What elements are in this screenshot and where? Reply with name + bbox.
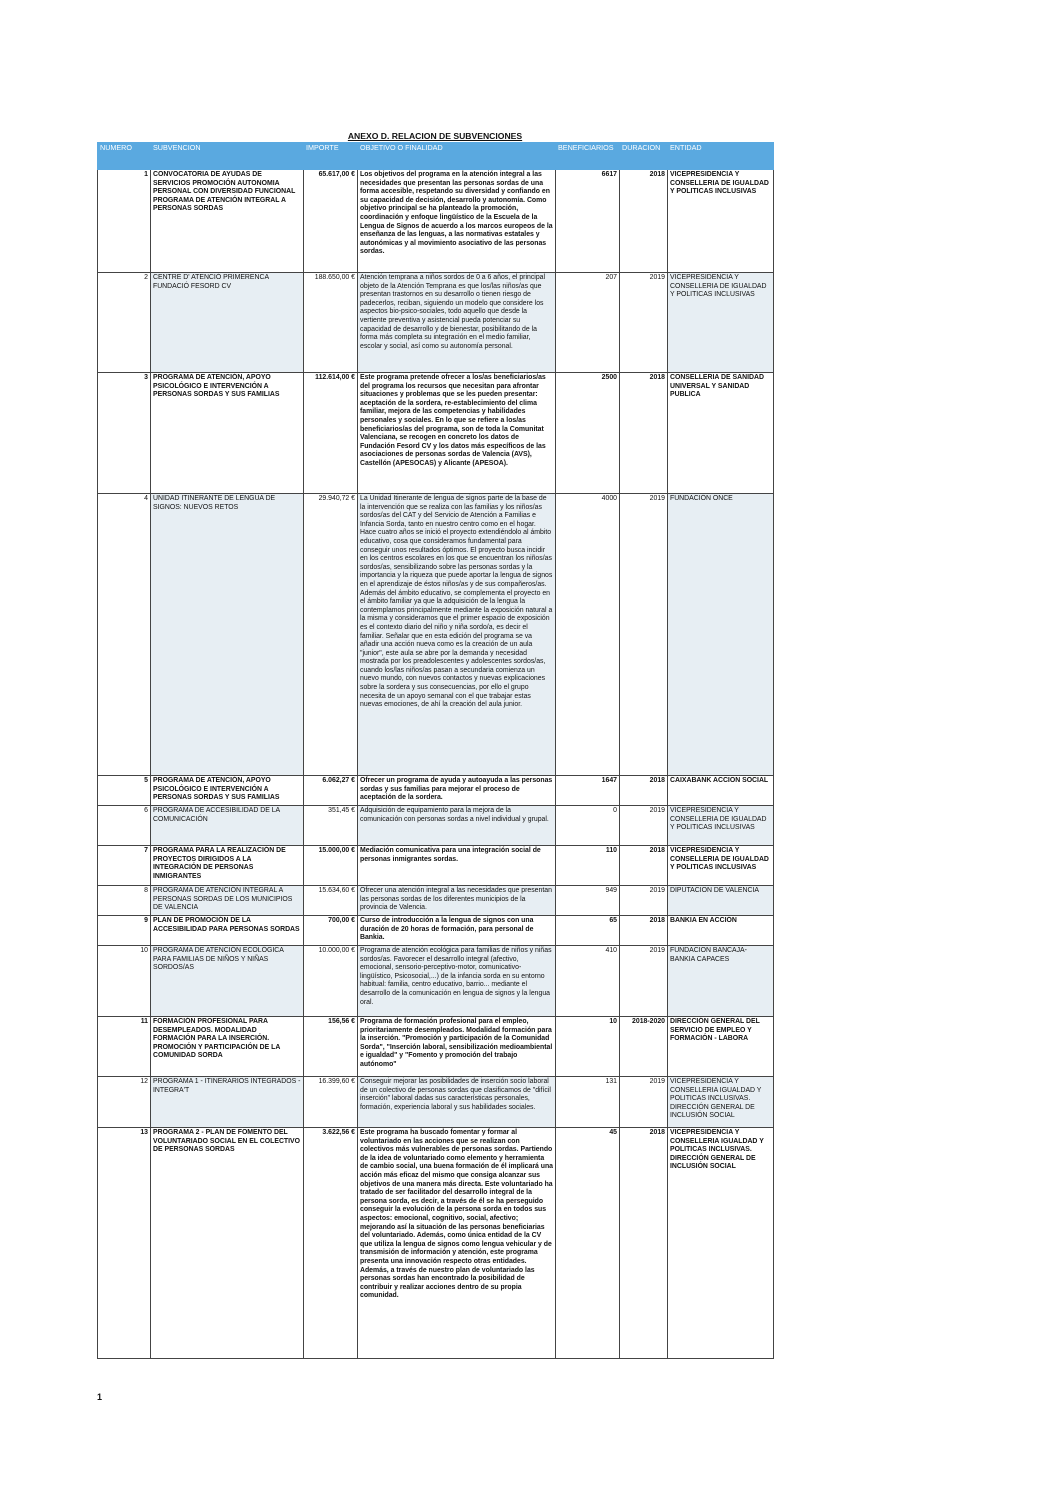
table-row — [98, 1128, 774, 1359]
cell-entidad: VICEPRESIDENCIA Y CONSELLERIA DE IGUALDAD Y POLITICAS INCLUSIVAS — [668, 806, 774, 846]
cell-numero: 7 — [98, 846, 151, 886]
cell-importe: 15.000,00 € — [304, 846, 358, 886]
header-subvencion: SUBVENCION — [151, 143, 304, 170]
cell-objetivo: Este programa pretende ofrecer a los/as beneficiarios/as del programa los recursos que necesitan para afrontar situaciones y problemas que se les pueden presentar: aceptación de la sordera, re-establecimiento del clima familiar, mejora de las competencias y habilidades personales y sociales. En lo que se refiere a los/as beneficiarios/as del programa, son de toda la Comunitat Valenciana, se recogen en concreto los datos de Fundación Fesord CV y los datos más específicos de las asociaciones de personas sordas de Valencia (AVS), Castellón (APESOCAS) y Alicante (APESOA). — [358, 373, 556, 494]
cell-numero: 9 — [98, 916, 151, 946]
table-row — [98, 946, 774, 1017]
cell-beneficiarios: 410 — [556, 946, 620, 1017]
cell-subvencion: PROGRAMA DE ATENCIÓN, APOYO PSICOLÓGICO E INTERVENCIÓN A PERSONAS SORDAS Y SUS FAMILIAS — [151, 373, 304, 494]
cell-subvencion: UNIDAD ITINERANTE DE LENGUA DE SIGNOS: NUEVOS RETOS — [151, 494, 304, 776]
cell-entidad: CONSELLERIA DE SANIDAD UNIVERSAL Y SANIDAD PUBLICA — [668, 373, 774, 494]
cell-importe: 351,45 € — [304, 806, 358, 846]
cell-importe: 700,00 € — [304, 916, 358, 946]
header-entidad: ENTIDAD — [668, 143, 774, 170]
cell-beneficiarios: 10 — [556, 1017, 620, 1077]
cell-subvencion: PROGRAMA DE ACCESIBILIDAD DE LA COMUNICACIÓN — [151, 806, 304, 846]
cell-importe: 188.650,00 € — [304, 273, 358, 373]
cell-importe: 10.000,00 € — [304, 946, 358, 1017]
header-duracion: DURACION — [620, 143, 668, 170]
cell-importe: 3.622,56 € — [304, 1128, 358, 1359]
cell-subvencion: PROGRAMA DE ATENCIÓN, APOYO PSICOLÓGICO E INTERVENCIÓN A PERSONAS SORDAS Y SUS FAMILIAS — [151, 776, 304, 806]
document-title: ANEXO D. RELACION DE SUBVENCIONES — [347, 131, 523, 141]
header-numero: NUMERO — [98, 143, 151, 170]
cell-duracion: 2018 — [620, 1128, 668, 1359]
cell-numero: 5 — [98, 776, 151, 806]
cell-entidad: FUNDACION BANCAJA-BANKIA CAPACES — [668, 946, 774, 1017]
cell-entidad: FUNDACIÓN ONCE — [668, 494, 774, 776]
cell-beneficiarios: 0 — [556, 806, 620, 846]
cell-entidad: VICEPRESIDENCIA Y CONSELLERIA DE IGUALDAD Y POLITICAS INCLUSIVAS — [668, 273, 774, 373]
table-row — [98, 916, 774, 946]
table-row — [98, 273, 774, 373]
cell-subvencion: PROGRAMA 2 - PLAN DE FOMENTO DEL VOLUNTARIADO SOCIAL EN EL COLECTIVO DE PERSONAS SORDAS — [151, 1128, 304, 1359]
cell-duracion: 2018-2020 — [620, 1017, 668, 1077]
cell-entidad: VICEPRESIDENCIA Y CONSELLERIA IGUALDAD Y POLITICAS INCLUSIVAS. DIRECCIÓN GENERAL DE INCLUSIÓN SOCIAL — [668, 1128, 774, 1359]
table-header-row — [98, 143, 774, 170]
cell-entidad: VICEPRESIDENCIA Y CONSELLERIA DE IGUALDAD Y POLITICAS INCLUSIVAS — [668, 846, 774, 886]
cell-duracion: 2018 — [620, 916, 668, 946]
cell-objetivo: Los objetivos del programa en la atención integral a las necesidades que presentan las personas sordas de una forma accesible, respetando su diversidad y confiando en su capacidad de decisión, desarrollo y autonomía. Como objetivo principal se ha planteado la promoción, coordinación y enfoque lingüístico de la Escuela de la Lengua de Signos de acuerdo a los marcos europeos de la enseñanza de las lenguas, a las normativas estatales y autonómicas y al movimiento asociativo de las personas sordas. — [358, 170, 556, 273]
cell-beneficiarios: 6617 — [556, 170, 620, 273]
cell-numero: 11 — [98, 1017, 151, 1077]
table-row — [98, 373, 774, 494]
cell-objetivo: Programa de atención ecológica para familias de niños y niñas sordos/as. Favorecer el desarrollo integral (afectivo, emocional, sensorio-perceptivo-motor, comunicativo-lingüístico, Psicosocial,...) de la infancia sorda en su entorno habitual: familia, centro educativo, barrio... mediante el desarrollo de la comunicación en lengua de signos y la lengua oral. — [358, 946, 556, 1017]
cell-objetivo: Este programa ha buscado fomentar y formar al voluntariado en las acciones que se realizan con colectivos más vulnerables de personas sordas. Partiendo de la idea de voluntariado como elemento y herramienta de cambio social, una buena formación de él implicará una acción más eficaz del mismo que consiga alcanzar sus objetivos de una manera más directa. Este voluntariado ha tratado de ser facilitador del desarrollo integral de la persona sorda, es decir, a través de él se ha perseguido conseguir la evolución de la persona sorda en todos sus aspectos: emocional, cognitivo, social, afectivo; mejorando así la situación de las personas beneficiarias del voluntariado. Además, como única entidad de la CV que utiliza la lengua de signos como lengua vehicular y de transmisión de información y atención, este programa presenta una innovación respecto otras entidades. Además, a través de nuestro plan de voluntariado las personas sordas han encontrado la posibilidad de contribuir y realizar acciones dentro de su propia comunidad. — [358, 1128, 556, 1359]
cell-beneficiarios: 131 — [556, 1077, 620, 1128]
cell-objetivo: Curso de introducción a la lengua de signos con una duración de 20 horas de formación, para personal de Bankia. — [358, 916, 556, 946]
cell-duracion: 2019 — [620, 494, 668, 776]
header-beneficiarios: BENEFICIARIOS — [556, 143, 620, 170]
table-row — [98, 846, 774, 886]
table-row — [98, 494, 774, 776]
cell-beneficiarios: 1647 — [556, 776, 620, 806]
cell-numero: 12 — [98, 1077, 151, 1128]
header-importe: IMPORTE — [304, 143, 358, 170]
cell-beneficiarios: 207 — [556, 273, 620, 373]
cell-entidad: DIPUTACION DE VALENCIA — [668, 886, 774, 916]
cell-subvencion: PROGRAMA PARA LA REALIZACIÓN DE PROYECTOS DIRIGIDOS A LA INTEGRACIÓN DE PERSONAS INMIGRANTES — [151, 846, 304, 886]
cell-duracion: 2018 — [620, 776, 668, 806]
cell-beneficiarios: 65 — [556, 916, 620, 946]
cell-entidad: VICEPRESIDENCIA Y CONSELLERIA IGUALDAD Y POLITICAS INCLUSIVAS. DIRECCIÓN GENERAL DE INCLUSIÓN SOCIAL — [668, 1077, 774, 1128]
table-row — [98, 1077, 774, 1128]
cell-importe: 112.614,00 € — [304, 373, 358, 494]
cell-importe: 6.062,27 € — [304, 776, 358, 806]
cell-subvencion: PROGRAMA 1 - ITINERARIOS INTEGRADOS - INTEGRA'T — [151, 1077, 304, 1128]
cell-beneficiarios: 110 — [556, 846, 620, 886]
cell-beneficiarios: 4000 — [556, 494, 620, 776]
subsidies-table — [97, 142, 774, 1359]
cell-duracion: 2019 — [620, 273, 668, 373]
cell-beneficiarios: 45 — [556, 1128, 620, 1359]
cell-duracion: 2019 — [620, 806, 668, 846]
cell-importe: 16.399,60 € — [304, 1077, 358, 1128]
cell-objetivo: Atención temprana a niños sordos de 0 a 6 años, el principal objeto de la Atención Temprana es que los/las niños/as que presentan trastornos en su desarrollo o tienen riesgo de padecerlos, reciban, siguiendo un modelo que considere los aspectos bio-psico-sociales, todo aquello que desde la vertiente preventiva y asistencial pueda potenciar su capacidad de desarrollo y de bienestar, posibilitando de la forma más completa su integración en el medio familiar, escolar y social, así como su autonomía personal. — [358, 273, 556, 373]
cell-duracion: 2019 — [620, 886, 668, 916]
cell-beneficiarios: 2500 — [556, 373, 620, 494]
cell-subvencion: PROGRAMA DE ATENCIÓN ECOLÓGICA PARA FAMILIAS DE NIÑOS Y NIÑAS SORDOS/AS — [151, 946, 304, 1017]
table-row — [98, 776, 774, 806]
cell-subvencion: FORMACIÓN PROFESIONAL PARA DESEMPLEADOS. MODALIDAD FORMACIÓN PARA LA INSERCIÓN. PROMOCIÓN Y PARTICIPACIÓN DE LA COMUNIDAD SORDA — [151, 1017, 304, 1077]
cell-duracion: 2018 — [620, 846, 668, 886]
cell-importe: 29.940,72 € — [304, 494, 358, 776]
cell-subvencion: PLAN DE PROMOCIÓN DE LA ACCESIBILIDAD PARA PERSONAS SORDAS — [151, 916, 304, 946]
cell-duracion: 2018 — [620, 170, 668, 273]
cell-entidad: VICEPRESIDENCIA Y CONSELLERIA DE IGUALDAD Y POLITICAS INCLUSIVAS — [668, 170, 774, 273]
cell-objetivo: La Unidad Itinerante de lengua de signos parte de la base de la intervención que se realiza con las familias y los niños/as sordos/as del CAT y del Servicio de Atención a Familias e Infancia Sorda, tanto en nuestro centro como en el hogar. Hace cuatro años se inició el proyecto extendiéndolo al ámbito educativo, cosa que consideramos fundamental para conseguir unos resultados óptimos. El proyecto busca incidir en los centros escolares en los que se encuentran los niños/as sordos/as, sensibilizando sobre las personas sordas y la importancia y la riqueza que puede aportar la lengua de signos en el aprendizaje de éstos niños/as y de sus compañeros/as. Además del ámbito educativo, se complementa el proyecto en el ámbito familiar ya que la adquisición de la lengua la contemplamos principalmente mediante la exposición natural a la misma y consideramos que el primer espacio de exposición es el contexto diario del niño y niña sordo/a, es decir el familiar. Señalar que en esta edición del programa se va añadir una acción nueva como es la creación de un aula "junior", este aula se abre por la demanda y necesidad mostrada por los preadolescentes y adolescentes sordos/as, cuando los/las niños/as pasan a secundaria comienza un nuevo mundo, con nuevos contactos y nuevas explicaciones sobre la sordera y sus consecuencias, por ello el grupo necesita de un apoyo semanal con el que trabajar estas nuevas emociones, de ahí la creación del aula junior. — [358, 494, 556, 776]
cell-duracion: 2019 — [620, 946, 668, 1017]
cell-entidad: DIRECCIÓN GENERAL DEL SERVICIO DE EMPLEO Y FORMACIÓN - LABORA — [668, 1017, 774, 1077]
cell-importe: 156,56 € — [304, 1017, 358, 1077]
cell-numero: 6 — [98, 806, 151, 846]
cell-importe: 65.617,00 € — [304, 170, 358, 273]
cell-duracion: 2019 — [620, 1077, 668, 1128]
cell-numero: 3 — [98, 373, 151, 494]
table-row — [98, 1017, 774, 1077]
cell-beneficiarios: 949 — [556, 886, 620, 916]
cell-numero: 2 — [98, 273, 151, 373]
cell-duracion: 2018 — [620, 373, 668, 494]
cell-objetivo: Mediación comunicativa para una integración social de personas inmigrantes sordas. — [358, 846, 556, 886]
cell-numero: 4 — [98, 494, 151, 776]
table-row — [98, 170, 774, 273]
cell-objetivo: Ofrecer una atención integral a las necesidades que presentan las personas sordas de los diferentes municipios de la provincia de Valencia. — [358, 886, 556, 916]
cell-numero: 10 — [98, 946, 151, 1017]
header-objetivo: OBJETIVO O FINALIDAD — [358, 143, 556, 170]
cell-subvencion: PROGRAMA DE ATENCIÓN INTEGRAL A PERSONAS SORDAS DE LOS MUNICIPIOS DE VALENCIA — [151, 886, 304, 916]
page-number: 1 — [97, 1392, 103, 1402]
cell-objetivo: Conseguir mejorar las posibilidades de inserción socio laboral de un colectivo de personas sordas que clasificamos de "difícil inserción" laboral dadas sus características personales, formación, experiencia laboral y sus habilidades sociales. — [358, 1077, 556, 1128]
cell-importe: 15.634,60 € — [304, 886, 358, 916]
cell-numero: 8 — [98, 886, 151, 916]
cell-entidad: BANKIA EN ACCIÓN — [668, 916, 774, 946]
cell-subvencion: CONVOCATORIA DE AYUDAS DE SERVICIOS PROMOCIÓN AUTONOMIA PERSONAL CON DIVERSIDAD FUNCIONAL PROGRAMA DE ATENCIÓN INTEGRAL A PERSONAS SORDAS — [151, 170, 304, 273]
cell-objetivo: Programa de formación profesional para el empleo, prioritariamente desempleados. Modalidad formación para la inserción. "Promoción y participación de la Comunidad Sorda", "Inserción laboral, sensibilización medioambiental e igualdad" y "Fomento y promoción del trabajo autónomo" — [358, 1017, 556, 1077]
cell-objetivo: Ofrecer un programa de ayuda y autoayuda a las personas sordas y sus familias para mejorar el proceso de aceptación de la sordera. — [358, 776, 556, 806]
cell-numero: 1 — [98, 170, 151, 273]
table-row — [98, 806, 774, 846]
cell-numero: 13 — [98, 1128, 151, 1359]
cell-subvencion: CENTRE D' ATENCIÓ PRIMERENCA FUNDACIÓ FESORD CV — [151, 273, 304, 373]
cell-entidad: CAIXABANK ACCION SOCIAL — [668, 776, 774, 806]
cell-objetivo: Adquisición de equipamiento para la mejora de la comunicación con personas sordas a nivel individual y grupal. — [358, 806, 556, 846]
table-row — [98, 886, 774, 916]
